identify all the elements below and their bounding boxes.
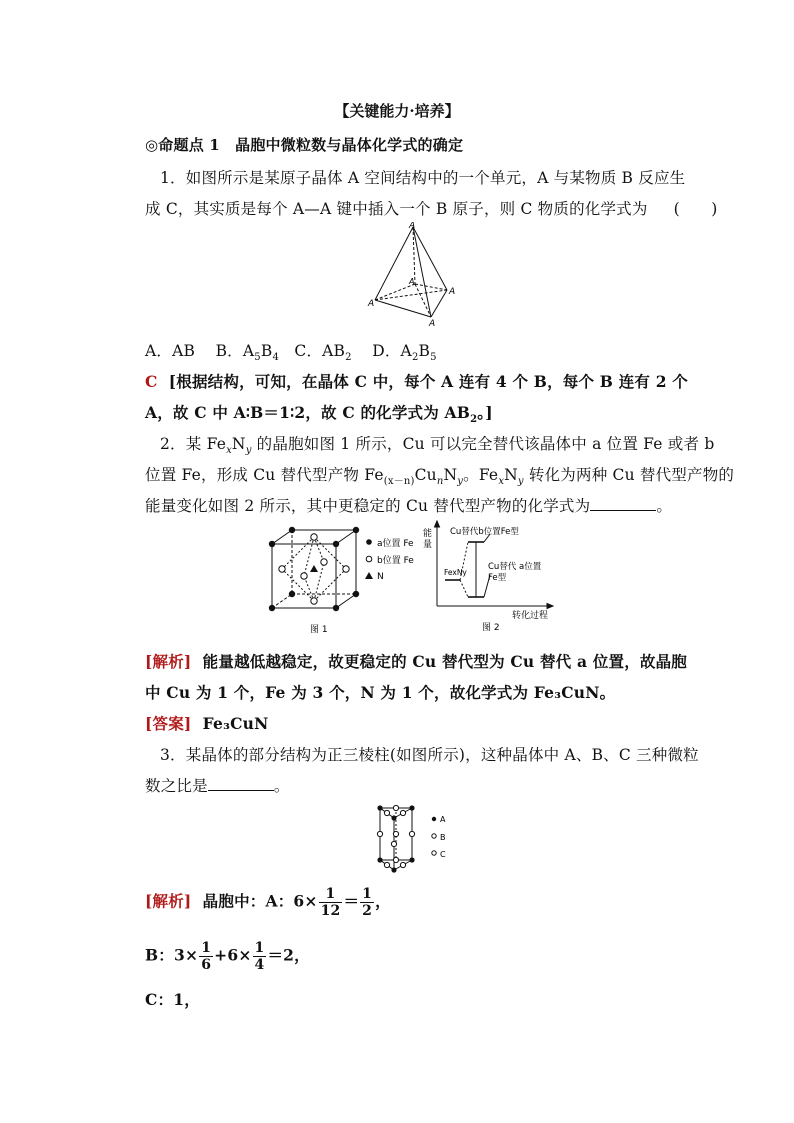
- q3-analysis-b: B：3× $\frac{1}{6}$ +6× $\frac{1}{4}$ ＝2，: [145, 940, 310, 973]
- q2-line2: 位置 Fe，形成 Cu 替代型产物 $Fe_{(x-n)}Cu_nN_y$。$Fe_xN_y$ 转化为两种 Cu 替代型产物的: [145, 466, 735, 488]
- vertex-label: A: [429, 319, 436, 327]
- tetrahedron-figure: [365, 222, 465, 327]
- q1-line2: 成 C，其实质是每个 A—A 键中插入一个 B 原子，则 C 物质的化学式为 ( ): [145, 200, 718, 218]
- q1-line1: 1．如图所示是某原子晶体 A 空间结构中的一个单元，A 与某物质 B 反应生: [160, 169, 686, 187]
- q3-line1: 3．某晶体的部分结构为正三棱柱(如图所示)，这种晶体中 A、B、C 三种微粒: [160, 746, 699, 764]
- q2-analysis-line1: [解析] 能量越低越稳定，故更稳定的 Cu 替代型为 Cu 替代 a 位置，故晶胞: [145, 652, 688, 671]
- option-a: A．AB: [145, 342, 196, 360]
- figure1-crystal-cell: [262, 522, 432, 637]
- answer-blank: [208, 776, 274, 791]
- start-level-label: FexNy: [444, 568, 467, 577]
- analysis-tag: [解析]: [145, 891, 192, 911]
- legend-c: C: [440, 850, 446, 859]
- figure1-caption: 图 1: [310, 625, 328, 635]
- legend-a-fe: a位置 Fe: [377, 539, 414, 549]
- topic-heading: ◎命题点 1 晶胞中微粒数与晶体化学式的确定: [145, 136, 464, 154]
- section-title: 【关键能力·培养】: [334, 102, 460, 120]
- q2-analysis-line2: 中 Cu 为 1 个，Fe 为 3 个，N 为 1 个，故化学式为 Fe₃CuN。: [145, 683, 616, 702]
- legend-b: B: [440, 833, 446, 842]
- figure2-energy-diagram: [420, 520, 560, 635]
- level-a-label-2: Fe型: [488, 573, 507, 583]
- q1-answer-line1: C [根据结构，可知，在晶体 C 中，每个 A 连有 4 个 B，每个 B 连有 2 个: [145, 372, 688, 391]
- figure2-caption: 图 2: [482, 623, 500, 633]
- q3-analysis-c: C：1，: [145, 990, 200, 1009]
- vertex-label: A: [409, 222, 416, 231]
- level-a-label-1: Cu替代 a位置: [488, 562, 542, 572]
- option-b: B．$A_5B_4$: [215, 342, 279, 364]
- q2-line1: 2．某 $Fe_xN_y$ 的晶胞如图 1 所示，Cu 可以完全替代该晶体中 a 位置 Fe 或者 b: [160, 435, 715, 457]
- q2-answer: [答案] Fe₃CuN: [145, 714, 269, 733]
- vertex-label: A: [409, 277, 415, 286]
- q1-answer-line2: A，故 C 中 A∶B＝1∶2，故 C 的化学式为 $AB_2$。]: [145, 403, 493, 426]
- answer-letter: C: [145, 372, 158, 391]
- answer-paren: ( ): [673, 200, 718, 218]
- q1-options: [145, 339, 437, 363]
- answer-blank: [590, 496, 656, 511]
- prism-figure: [370, 800, 460, 880]
- legend-b-fe: b位置 Fe: [377, 556, 414, 566]
- level-b-label: Cu替代b位置Fe型: [450, 527, 519, 537]
- process-axis-label: 转化过程: [512, 611, 549, 621]
- energy-axis-label: 量: [423, 540, 433, 550]
- energy-axis-label: 能: [423, 529, 433, 539]
- option-d: D．$A_2B_5$: [372, 342, 437, 364]
- q3-line2: 数之比是 。: [145, 777, 290, 795]
- vertex-label: A: [368, 299, 375, 309]
- vertex-label: A: [449, 287, 456, 297]
- q2-line3: 能量变化如图 2 所示，其中更稳定的 Cu 替代型产物的化学式为 。: [145, 497, 673, 515]
- analysis-tag: [解析]: [145, 652, 192, 671]
- q3-analysis-a: [解析] 晶胞中：A：6× $\frac{1}{12}$ ＝ $\frac{1}{2}$ ，: [145, 886, 391, 919]
- option-c: C．$AB_2$: [294, 342, 352, 364]
- legend-n: N: [377, 572, 384, 582]
- answer-tag: [答案]: [145, 714, 192, 733]
- legend-a: A: [440, 815, 446, 824]
